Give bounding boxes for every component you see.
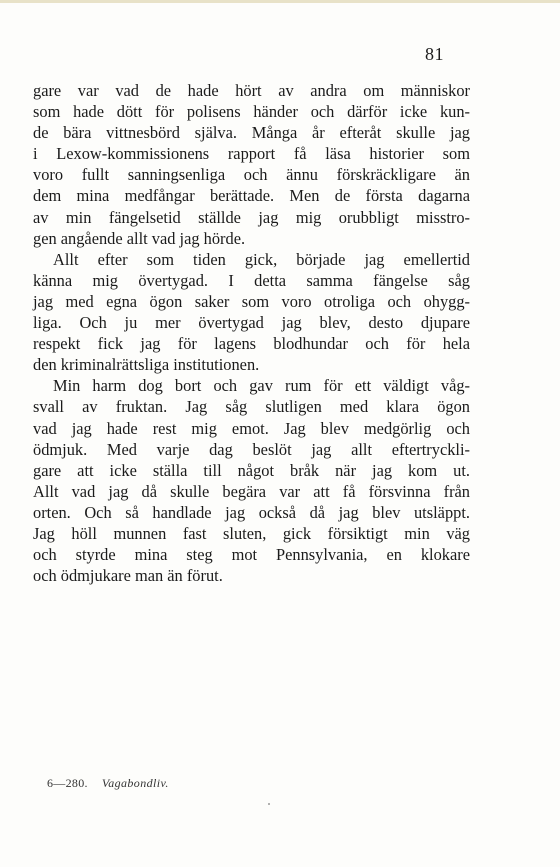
text-line: känna mig övertygad. I detta samma fängelse såg [33,270,470,290]
page-number: 81 [425,44,444,64]
text-line: jag med egna ögon saker som voro otroliga och ohygg- [33,291,470,311]
page-footer [47,776,169,791]
running-title: Vagabondliv. [101,776,169,790]
text-line: voro fullt sanningsenliga och ännu förskräckligare än [33,165,470,185]
text-line: respekt fick jag för lagens blodhundar och för hela [33,334,470,354]
printer-signature: 6—280. [47,776,88,790]
text-line: Min harm dog bort och gav rum för ett väldigt våg- [53,376,470,396]
text-line: ödmjuk. Med varje dag beslöt jag allt eftertryckli- [33,439,470,459]
body-text [33,80,470,586]
text-line: och styrde mina steg mot Pennsylvania, en klokare [33,545,470,565]
text-line: liga. Och ju mer övertygad jag blev, desto djupare [33,313,470,333]
text-line: Allt efter som tiden gick, började jag emellertid [53,249,470,269]
text-line: gen angående allt vad jag hörde. [33,228,246,248]
top-edge-rule [0,0,560,3]
text-line: som hade dött för polisens händer och därför icke kun- [33,102,470,122]
text-line: svall av fruktan. Jag såg slutligen med klara ögon [33,397,470,417]
text-line: gare att icke ställa till något bråk när jag kom ut. [33,460,470,480]
text-line: vad jag hade rest mig emot. Jag blev medgörlig och [33,418,470,438]
text-line: orten. Och så handlade jag också då jag blev utsläppt. [33,502,470,522]
text-line: den kriminalrättsliga institutionen. [33,355,260,375]
text-line: dem mina medfångar berättade. Men de första dagarna [33,186,470,206]
paper-speck [268,803,270,805]
text-line: och ödmjukare man än förut. [33,566,223,586]
text-line: av min fängelsetid ställde jag mig orubbligt misstro- [33,207,470,227]
text-line: gare var vad de hade hört av andra om människor [33,81,470,100]
text-line: Allt vad jag då skulle begära var att få försvinna från [33,481,470,501]
text-line: Jag höll munnen fast sluten, gick försiktigt min väg [33,523,470,543]
text-line: de bära vittnesbörd själva. Många år efteråt skulle jag [33,123,470,143]
text-line: i Lexow-kommissionens rapport få läsa historier som [33,144,470,164]
